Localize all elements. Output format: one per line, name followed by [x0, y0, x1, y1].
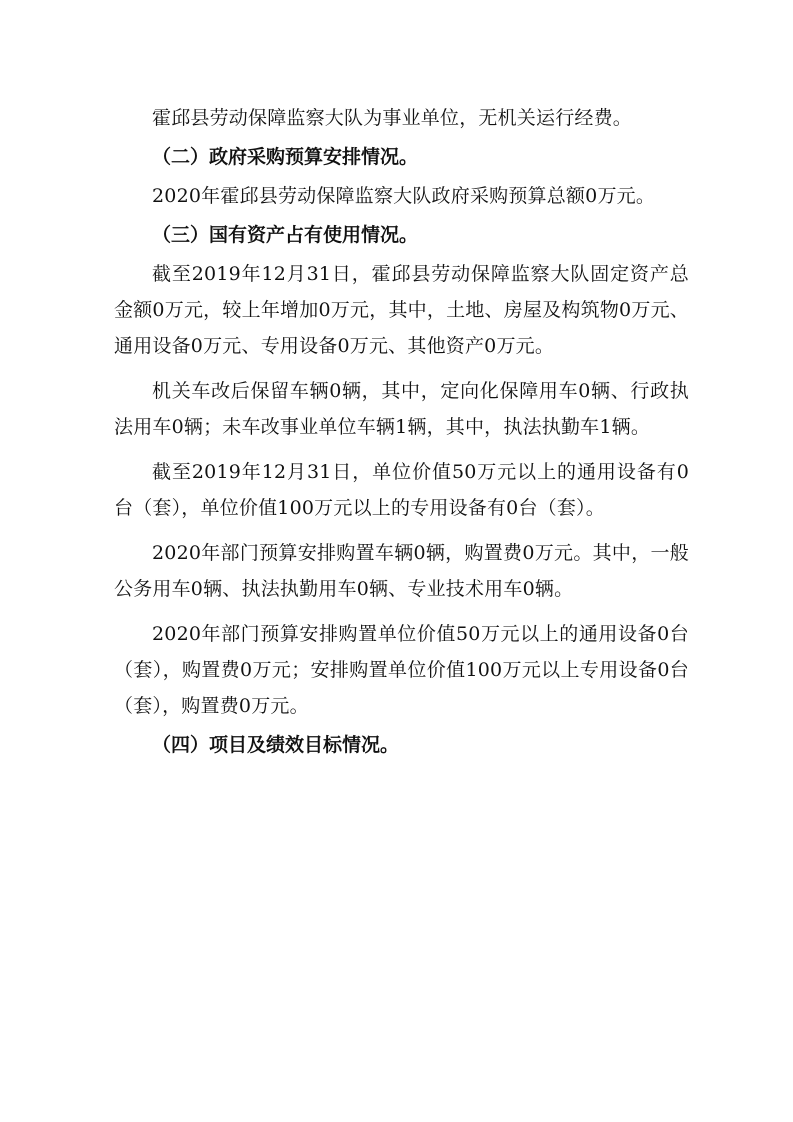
paragraph-equipment-purchase: 2020年部门预算安排购置单位价值50万元以上的通用设备0台（套），购置费0万元；安排购置单位价值100万元以上专用设备0台（套），购置费0万元。	[114, 623, 689, 717]
paragraph-fixed-assets: 截至2019年12月31日，霍邱县劳动保障监察大队固定资产总金额0万元，较上年增加0万元，其中，土地、房屋及构筑物0万元、通用设备0万元、专用设备0万元、其他资产0万元。	[114, 263, 689, 357]
section-heading-projects: （四）项目及绩效目标情况。	[152, 734, 400, 756]
paragraph-equipment-holdings: 截至2019年12月31日，单位价值50万元以上的通用设备有0台（套），单位价值100万元以上的专用设备有0台（套）。	[114, 461, 689, 519]
paragraph-procurement-budget: 2020年霍邱县劳动保障监察大队政府采购预算总额0万元。	[152, 185, 656, 207]
document-page	[114, 100, 689, 763]
section-heading-procurement: （二）政府采购预算安排情况。	[152, 146, 419, 168]
section-heading-state-assets: （三）国有资产占有使用情况。	[152, 224, 419, 246]
paragraph-vehicle-purchase: 2020年部门预算安排购置车辆0辆，购置费0万元。其中，一般公务用车0辆、执法执勤用车0辆、专业技术用车0辆。	[114, 542, 689, 600]
paragraph-vehicles: 机关车改后保留车辆0辆，其中，定向化保障用车0辆、行政执法用车0辆；未车改事业单位车辆1辆，其中，执法执勤车1辆。	[114, 380, 689, 438]
paragraph-operating-expenses: 霍邱县劳动保障监察大队为事业单位，无机关运行经费。	[152, 107, 633, 129]
